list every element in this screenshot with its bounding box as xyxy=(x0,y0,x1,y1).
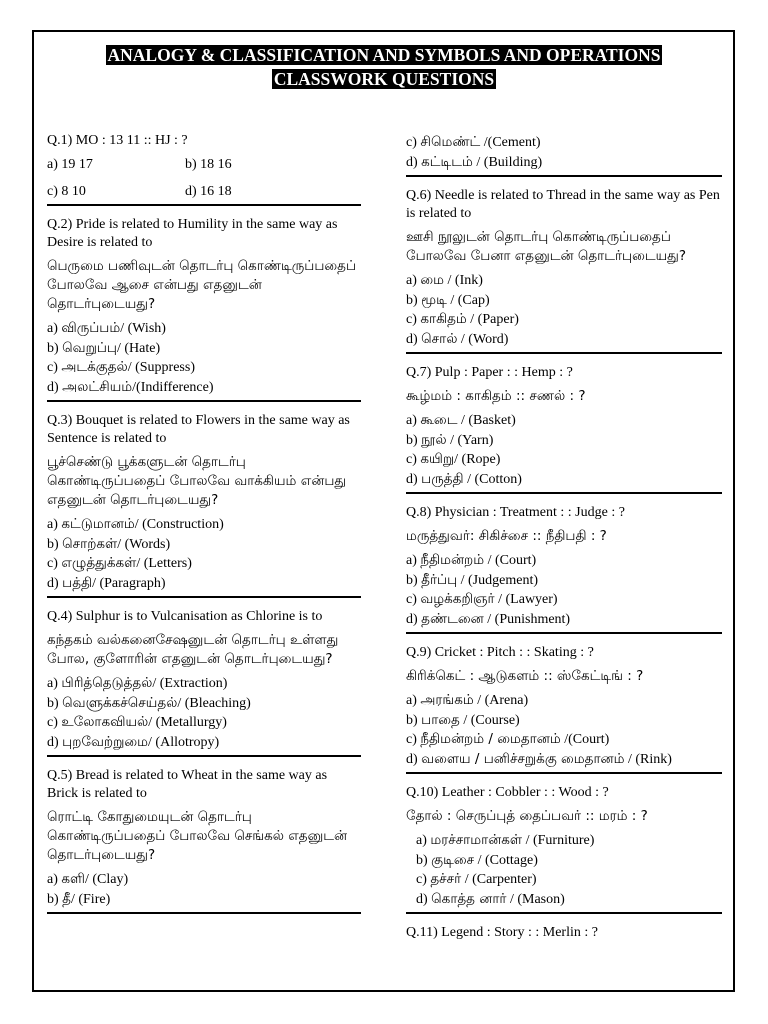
option-d: d) சொல் / (Word) xyxy=(406,330,509,347)
question-text: Q.10) Leather : Cobbler : : Wood : ? xyxy=(406,785,609,800)
question-text: Q.1) MO : 13 11 :: HJ : ? xyxy=(47,133,188,148)
question-text-tamil: கந்தகம் வல்கனைசேஷனுடன் தொடர்பு உள்ளது போல, குளோரின் எதனுடன் தொடர்புடையது? xyxy=(47,632,339,667)
question-text: Q.7) Pulp : Paper : : Hemp : ? xyxy=(406,365,573,380)
page-title-line-2: CLASSWORK QUESTIONS xyxy=(273,69,495,89)
option-a: a) நீதிமன்றம் / (Court) xyxy=(406,552,537,568)
option-d: d) 16 18 xyxy=(185,183,232,199)
question-3 xyxy=(47,412,361,598)
option-d: d) தண்டனை / (Punishment) xyxy=(406,610,571,627)
question-8 xyxy=(406,504,722,634)
option-c: c) எழுத்துக்கள்/ (Letters) xyxy=(47,555,192,571)
question-text: Q.11) Legend : Story : : Merlin : ? xyxy=(406,925,598,940)
question-9 xyxy=(406,644,722,774)
option-b: b) குடிசை / (Cottage) xyxy=(416,851,538,868)
option-b: b) பாதை / (Course) xyxy=(406,711,520,728)
question-text: Q.4) Sulphur is to Vulcanisation as Chlorine is to xyxy=(47,609,323,624)
option-c: c) கயிறு/ (Rope) xyxy=(406,451,501,467)
divider xyxy=(47,204,361,206)
divider xyxy=(406,912,722,914)
question-text: Q.6) Needle is related to Thread in the same way as Pen is related to xyxy=(406,188,720,221)
divider xyxy=(47,596,361,598)
divider xyxy=(47,400,361,402)
option-c: c) காகிதம் / (Paper) xyxy=(406,311,519,327)
right-column xyxy=(406,133,722,947)
question-text-tamil: கிரிக்கெட் : ஆடுகளம் :: ஸ்கேட்டிங் : ? xyxy=(406,668,644,684)
option-a: a) 19 17 xyxy=(47,157,93,172)
question-text-tamil: பூச்செண்டு பூக்களுடன் தொடர்பு கொண்டிருப்பதைப் போலவே வாக்கியம் என்பது எதனுடன் தொடர்புடையது? xyxy=(47,454,347,508)
option-d: d) கட்டிடம் / (Building) xyxy=(406,153,543,170)
option-b: b) தீ/ (Fire) xyxy=(47,890,111,907)
question-text: Q.2) Pride is related to Humility in the same way as Desire is related to xyxy=(47,217,338,250)
option-a: a) மை / (Ink) xyxy=(406,272,483,288)
page-title-line-1: ANALOGY & CLASSIFICATION AND SYMBOLS AND OPERATIONS xyxy=(107,45,661,65)
options xyxy=(47,156,361,201)
divider xyxy=(47,912,361,914)
option-c: c) அடக்குதல்/ (Suppress) xyxy=(47,359,195,375)
question-4 xyxy=(47,608,361,757)
question-text-tamil: ஊசி நூலுடன் தொடர்பு கொண்டிருப்பதைப் போலவே பேனா எதனுடன் தொடர்புடையது? xyxy=(406,229,687,264)
question-text-tamil: தோல் : செருப்புத் தைப்பவர் :: மரம் : ? xyxy=(406,808,648,824)
left-column xyxy=(47,132,361,924)
option-d: d) புறவேற்றுமை/ (Allotropy) xyxy=(47,733,220,750)
question-text-tamil: பெருமை பணிவுடன் தொடர்பு கொண்டிருப்பதைப் போலவே ஆசை என்பது எதனுடன் தொடர்புடையது? xyxy=(47,258,356,312)
option-a: a) களி/ (Clay) xyxy=(47,871,129,887)
divider xyxy=(47,755,361,757)
question-text: Q.8) Physician : Treatment : : Judge : ? xyxy=(406,505,625,520)
divider xyxy=(406,772,722,774)
option-a: a) கூடை / (Basket) xyxy=(406,412,516,428)
question-2 xyxy=(47,216,361,402)
option-c: c) வழக்கறிஞர் / (Lawyer) xyxy=(406,591,558,607)
question-text: Q.3) Bouquet is related to Flowers in the same way as Sentence is related to xyxy=(47,413,350,446)
option-a: a) விருப்பம்/ (Wish) xyxy=(47,320,166,336)
option-c: c) சிமெண்ட் /(Cement) xyxy=(406,134,541,150)
option-a: a) அரங்கம் / (Arena) xyxy=(406,692,529,708)
option-c: c) நீதிமன்றம் / மைதானம் /(Court) xyxy=(406,731,610,747)
question-5 xyxy=(47,767,361,914)
question-11 xyxy=(406,924,722,942)
question-text: Q.5) Bread is related to Wheat in the same way as Brick is related to xyxy=(47,768,328,801)
divider xyxy=(406,492,722,494)
option-d: d) பத்தி/ (Paragraph) xyxy=(47,574,166,591)
option-b: b) வெளுக்கச்செய்தல்/ (Bleaching) xyxy=(47,694,251,711)
option-b: b) 18 16 xyxy=(185,157,232,172)
question-6 xyxy=(406,187,722,354)
question-5-continued xyxy=(406,133,722,177)
question-7 xyxy=(406,364,722,494)
divider xyxy=(406,175,722,177)
option-d: d) பருத்தி / (Cotton) xyxy=(406,470,522,487)
option-d: d) கொத்த னார் / (Mason) xyxy=(416,890,565,907)
option-c: c) 8 10 xyxy=(47,183,86,199)
option-b: b) நூல் / (Yarn) xyxy=(406,431,494,448)
option-a: a) கட்டுமானம்/ (Construction) xyxy=(47,516,224,532)
question-10 xyxy=(406,784,722,914)
question-text: Q.9) Cricket : Pitch : : Skating : ? xyxy=(406,645,594,660)
question-1 xyxy=(47,132,361,206)
option-b: b) வெறுப்பு/ (Hate) xyxy=(47,339,161,356)
option-d: d) வளைய / பனிச்சறுக்கு மைதானம் / (Rink) xyxy=(406,750,672,767)
option-a: a) மரச்சாமான்கள் / (Furniture) xyxy=(416,832,595,848)
option-c: c) உலோகவியல்/ (Metallurgy) xyxy=(47,714,227,730)
question-text-tamil: ரொட்டி கோதுமையுடன் தொடர்பு கொண்டிருப்பதைப் போலவே செங்கல் எதனுடன் தொடர்புடையது? xyxy=(47,809,348,863)
option-d: d) அலட்சியம்/(Indifference) xyxy=(47,378,214,395)
question-text-tamil: கூழ்மம் : காகிதம் :: சணல் : ? xyxy=(406,388,586,404)
option-b: b) சொற்கள்/ (Words) xyxy=(47,535,171,552)
option-c: c) தச்சர் / (Carpenter) xyxy=(416,871,537,887)
question-text-tamil: மருத்துவர்: சிகிச்சை :: நீதிபதி : ? xyxy=(406,528,607,544)
option-b: b) மூடி / (Cap) xyxy=(406,291,490,308)
option-a: a) பிரித்தெடுத்தல்/ (Extraction) xyxy=(47,675,228,691)
divider xyxy=(406,352,722,354)
divider xyxy=(406,632,722,634)
option-b: b) தீர்ப்பு / (Judgement) xyxy=(406,571,538,588)
